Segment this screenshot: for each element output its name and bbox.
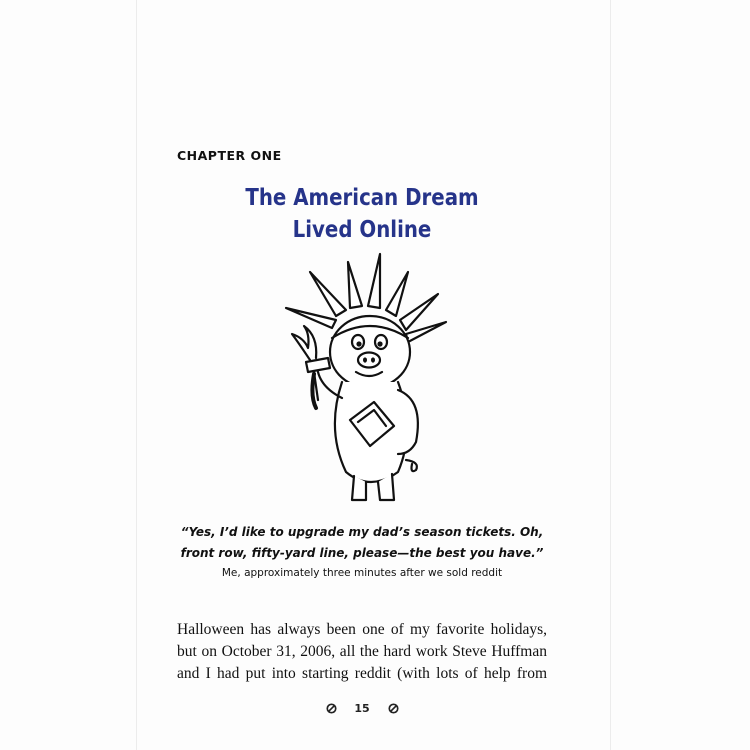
epigraph: [177, 522, 547, 582]
epigraph-quote-line-1: “Yes, I’d like to upgrade my dad’s season tickets. Oh,: [180, 525, 544, 539]
chapter-title: [203, 182, 521, 246]
page-edge-right: [610, 0, 611, 750]
epigraph-attribution: Me, approximately three minutes after we sold reddit: [221, 567, 503, 579]
chapter-title-line-1: The American Dream: [245, 185, 479, 211]
page-edge-left: [136, 0, 137, 750]
slashed-circle-icon: [388, 703, 399, 714]
body-line: and I had put into starting reddit (with lots of help from: [177, 665, 547, 682]
slashed-circle-icon: [326, 703, 337, 714]
chapter-label: CHAPTER ONE: [177, 148, 282, 163]
page-number: 15: [354, 702, 370, 715]
page-footer: [177, 702, 547, 715]
body-line: Halloween has always been one of my favorite holidays,: [177, 621, 547, 638]
body-line: but on October 31, 2006, all the hard work Steve Huffman: [177, 643, 547, 660]
reddit-alien-statue-of-liberty-icon: [270, 250, 460, 512]
chapter-title-line-2: Lived Online: [292, 217, 432, 243]
epigraph-quote-line-2: front row, fifty-yard line, please—the best you have.”: [180, 546, 544, 560]
body-paragraph: [177, 619, 547, 685]
